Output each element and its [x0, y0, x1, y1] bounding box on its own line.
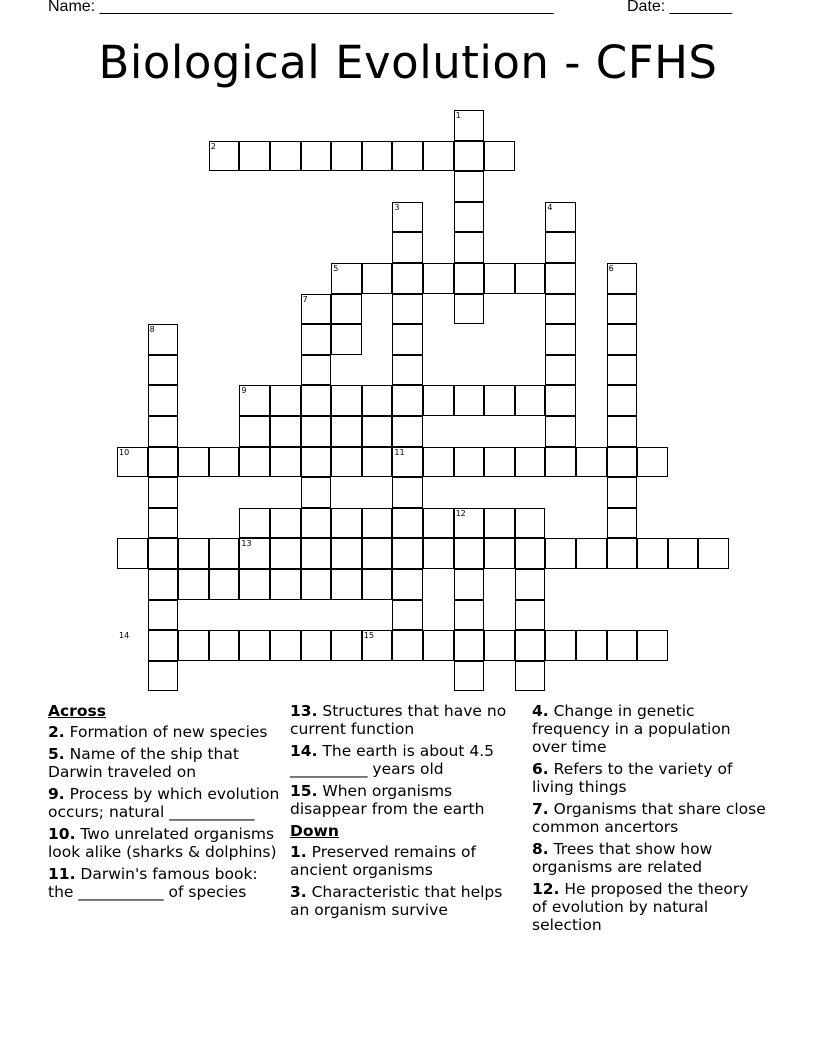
grid-cell[interactable]	[607, 477, 638, 508]
grid-cell[interactable]	[148, 508, 179, 539]
grid-cell[interactable]	[178, 630, 209, 661]
grid-cell[interactable]	[301, 508, 332, 539]
grid-cell[interactable]	[331, 416, 362, 447]
clues-column-1	[48, 702, 280, 905]
clue-number-label: 9	[241, 386, 247, 396]
clue-number-label: 4	[547, 202, 553, 212]
grid-cell[interactable]	[515, 385, 546, 416]
grid-cell[interactable]	[545, 538, 576, 569]
grid-cell[interactable]	[392, 447, 423, 478]
grid-cell[interactable]	[209, 538, 240, 569]
grid-cell[interactable]	[454, 508, 485, 539]
grid-cell[interactable]	[484, 141, 515, 172]
grid-cell[interactable]	[668, 538, 699, 569]
clue-number-label: 5	[333, 264, 339, 273]
clue-item	[532, 702, 768, 756]
grid-cell[interactable]	[454, 569, 485, 600]
clue-item	[532, 840, 768, 876]
grid-cell[interactable]	[423, 263, 454, 294]
grid-cell[interactable]	[362, 416, 393, 447]
grid-cell[interactable]	[270, 508, 301, 539]
grid-cell[interactable]	[607, 355, 638, 386]
grid-cell[interactable]	[454, 110, 485, 141]
grid-cell[interactable]	[239, 141, 270, 172]
grid-cell[interactable]	[576, 447, 607, 478]
grid-cell[interactable]	[331, 508, 362, 539]
grid-cell[interactable]	[454, 600, 485, 631]
clue-number-label: 1	[455, 111, 461, 120]
grid-cell[interactable]	[392, 569, 423, 600]
grid-cell[interactable]	[698, 538, 729, 569]
clue-item	[48, 825, 280, 861]
clue-number-label: 3	[394, 202, 400, 212]
clue-number: 5.	[48, 745, 65, 763]
grid-cell[interactable]	[545, 294, 576, 325]
grid-cell[interactable]	[178, 447, 209, 478]
clues-column-2	[290, 702, 522, 923]
grid-cell[interactable]	[301, 569, 332, 600]
clue-number: 11.	[48, 865, 76, 883]
grid-cell[interactable]	[392, 355, 423, 386]
grid-cell[interactable]	[607, 385, 638, 416]
clues-heading: Across	[48, 702, 106, 720]
grid-cell[interactable]	[117, 447, 148, 478]
clue-item	[290, 702, 522, 738]
clue-text: Refers to the variety of living things	[532, 760, 733, 796]
grid-cell[interactable]	[239, 508, 270, 539]
clue-item	[290, 883, 522, 919]
grid-cell[interactable]	[607, 263, 638, 294]
grid-cell[interactable]	[607, 630, 638, 661]
grid-cell[interactable]	[484, 538, 515, 569]
grid-cell[interactable]	[148, 600, 179, 631]
grid-cell[interactable]	[454, 232, 485, 263]
grid-cell[interactable]	[454, 171, 485, 202]
grid-cell[interactable]	[454, 202, 485, 233]
grid-cell[interactable]	[178, 538, 209, 569]
grid-cell[interactable]	[362, 385, 393, 416]
grid-cell[interactable]	[515, 600, 546, 631]
grid-cell[interactable]	[545, 630, 576, 661]
clue-number-label: 13	[241, 539, 252, 549]
clue-number: 12.	[532, 880, 560, 898]
clue-number: 10.	[48, 825, 76, 843]
grid-cell[interactable]	[454, 385, 485, 416]
grid-cell[interactable]	[301, 630, 332, 661]
grid-cell[interactable]	[423, 141, 454, 172]
grid-cell[interactable]	[392, 600, 423, 631]
grid-cell[interactable]	[331, 324, 362, 355]
grid-cell[interactable]	[362, 447, 393, 478]
grid-cell[interactable]	[209, 447, 240, 478]
grid-cell[interactable]	[331, 569, 362, 600]
grid-cell[interactable]	[515, 263, 546, 294]
grid-cell[interactable]	[301, 355, 332, 386]
grid-cell[interactable]	[148, 355, 179, 386]
grid-cell[interactable]	[607, 416, 638, 447]
grid-cell[interactable]	[270, 447, 301, 478]
grid-cell[interactable]	[270, 141, 301, 172]
grid-cell[interactable]	[392, 538, 423, 569]
grid-cell[interactable]	[362, 630, 393, 661]
grid-cell[interactable]	[239, 385, 270, 416]
clue-item	[532, 800, 768, 836]
grid-cell[interactable]	[484, 385, 515, 416]
name-field[interactable]: Name: ___________________________________________________	[48, 0, 554, 15]
grid-cell[interactable]	[484, 447, 515, 478]
grid-cell[interactable]	[545, 263, 576, 294]
grid-cell[interactable]	[545, 447, 576, 478]
clue-text: Name of the ship that Darwin traveled on	[48, 745, 239, 781]
grid-cell[interactable]	[239, 630, 270, 661]
clue-number-label: 8	[149, 325, 155, 335]
clue-text: Preserved remains of ancient organisms	[290, 843, 476, 879]
grid-cell[interactable]	[454, 294, 485, 325]
clue-item	[48, 723, 280, 741]
grid-cell[interactable]	[331, 630, 362, 661]
grid-cell[interactable]	[270, 538, 301, 569]
grid-cell[interactable]	[392, 202, 423, 233]
clue-item	[48, 785, 280, 821]
clue-number-label: 10	[119, 447, 130, 457]
clue-number-label: 6	[608, 264, 614, 273]
grid-cell[interactable]	[607, 508, 638, 539]
clue-item	[48, 745, 280, 781]
clue-text: When organisms disappear from the earth	[290, 782, 485, 818]
grid-cell[interactable]	[148, 416, 179, 447]
page-title: Biological Evolution - CFHS	[98, 36, 718, 89]
grid-cell[interactable]	[423, 447, 454, 478]
grid-cell[interactable]	[576, 630, 607, 661]
grid-cell[interactable]	[545, 355, 576, 386]
grid-cell[interactable]	[637, 447, 668, 478]
grid-cell[interactable]	[331, 263, 362, 294]
grid-cell[interactable]	[392, 477, 423, 508]
grid-cell[interactable]	[515, 538, 546, 569]
grid-cell[interactable]	[148, 538, 179, 569]
clue-item	[532, 880, 768, 934]
clue-number: 9.	[48, 785, 65, 803]
clue-number-label: 2	[210, 141, 216, 151]
grid-cell[interactable]	[270, 416, 301, 447]
grid-cell[interactable]	[331, 141, 362, 172]
grid-cell[interactable]	[362, 141, 393, 172]
grid-cell[interactable]	[607, 294, 638, 325]
grid-cell[interactable]	[301, 538, 332, 569]
clue-text: Trees that show how organisms are related	[532, 840, 713, 876]
grid-cell[interactable]	[515, 661, 546, 692]
clue-number: 14.	[290, 742, 318, 760]
clue-text: Structures that have no current function	[290, 702, 507, 738]
clue-text: Two unrelated organisms look alike (sharks & dolphins)	[48, 825, 277, 861]
clue-text: He proposed the theory of evolution by natural selection	[532, 880, 749, 934]
grid-cell[interactable]	[209, 141, 240, 172]
grid-cell[interactable]	[301, 324, 332, 355]
grid-cell[interactable]	[362, 508, 393, 539]
clue-number: 8.	[532, 840, 549, 858]
grid-cell[interactable]	[178, 569, 209, 600]
grid-cell[interactable]	[301, 447, 332, 478]
clue-number: 2.	[48, 723, 65, 741]
grid-cell[interactable]	[515, 508, 546, 539]
grid-cell[interactable]	[301, 477, 332, 508]
grid-cell[interactable]	[423, 538, 454, 569]
clue-number-label: 12	[455, 508, 466, 518]
grid-cell[interactable]	[301, 416, 332, 447]
grid-cell[interactable]	[454, 630, 485, 661]
clue-text: The earth is about 4.5 __________ years old	[290, 742, 494, 778]
date-field[interactable]: Date: _______	[627, 0, 732, 15]
grid-cell[interactable]	[148, 630, 179, 661]
clue-text: Organisms that share close common ancertors	[532, 800, 766, 836]
grid-cell[interactable]	[392, 232, 423, 263]
grid-cell[interactable]	[331, 538, 362, 569]
grid-cell[interactable]	[239, 569, 270, 600]
clue-number: 15.	[290, 782, 318, 800]
grid-cell[interactable]	[576, 538, 607, 569]
grid-cell[interactable]	[392, 294, 423, 325]
clue-item	[290, 843, 522, 879]
grid-cell[interactable]	[484, 263, 515, 294]
grid-cell[interactable]	[484, 508, 515, 539]
clue-item	[290, 782, 522, 818]
grid-cell[interactable]	[454, 141, 485, 172]
grid-cell[interactable]	[148, 324, 179, 355]
grid-cell[interactable]	[392, 263, 423, 294]
grid-cell[interactable]	[148, 477, 179, 508]
grid-cell[interactable]	[454, 447, 485, 478]
grid-cell[interactable]	[637, 538, 668, 569]
grid-cell[interactable]	[545, 324, 576, 355]
grid-cell[interactable]	[209, 569, 240, 600]
grid-cell[interactable]	[209, 630, 240, 661]
grid-cell[interactable]	[270, 385, 301, 416]
clue-number: 3.	[290, 883, 307, 901]
clue-item	[48, 865, 280, 901]
grid-cell[interactable]	[423, 630, 454, 661]
clue-text: Change in genetic frequency in a population over time	[532, 702, 731, 756]
grid-cell[interactable]	[392, 324, 423, 355]
grid-cell[interactable]	[515, 447, 546, 478]
grid-cell[interactable]	[545, 232, 576, 263]
grid-cell[interactable]	[239, 538, 270, 569]
clue-item	[290, 742, 522, 778]
clue-number-label: 7	[302, 294, 308, 304]
clue-text: Darwin's famous book: the ___________ of species	[48, 865, 258, 901]
grid-cell[interactable]	[607, 324, 638, 355]
grid-cell[interactable]	[331, 447, 362, 478]
grid-cell[interactable]	[392, 416, 423, 447]
grid-cell[interactable]	[545, 385, 576, 416]
grid-cell[interactable]	[117, 538, 148, 569]
grid-cell[interactable]	[607, 447, 638, 478]
grid-cell[interactable]	[301, 141, 332, 172]
grid-cell[interactable]	[362, 538, 393, 569]
clue-number: 4.	[532, 702, 549, 720]
grid-cell[interactable]	[362, 263, 393, 294]
grid-cell[interactable]	[270, 569, 301, 600]
grid-cell[interactable]	[331, 294, 362, 325]
clues-heading: Down	[290, 822, 339, 840]
clue-number-label: 15	[363, 631, 374, 641]
grid-cell[interactable]	[607, 538, 638, 569]
clue-number: 13.	[290, 702, 318, 720]
grid-cell[interactable]	[454, 263, 485, 294]
grid-cell[interactable]	[423, 385, 454, 416]
grid-cell[interactable]	[270, 630, 301, 661]
grid-cell[interactable]	[148, 661, 179, 692]
clue-item	[532, 760, 768, 796]
clue-text: Process by which evolution occurs; natural ___________	[48, 785, 280, 821]
grid-cell[interactable]	[392, 141, 423, 172]
clue-text: Characteristic that helps an organism survive	[290, 883, 503, 919]
grid-cell[interactable]	[545, 416, 576, 447]
clue-number-label: 14	[119, 631, 130, 641]
grid-cell[interactable]	[515, 569, 546, 600]
clue-number: 1.	[290, 843, 307, 861]
grid-cell[interactable]	[484, 630, 515, 661]
grid-cell[interactable]	[392, 508, 423, 539]
grid-cell[interactable]	[454, 661, 485, 692]
grid-cell[interactable]	[301, 294, 332, 325]
grid-cell[interactable]	[362, 569, 393, 600]
clues-column-3	[532, 702, 768, 938]
grid-cell[interactable]	[239, 447, 270, 478]
grid-cell[interactable]	[637, 630, 668, 661]
clue-number: 7.	[532, 800, 549, 818]
grid-cell[interactable]	[301, 385, 332, 416]
clue-text: Formation of new species	[64, 723, 268, 741]
grid-cell[interactable]	[239, 416, 270, 447]
grid-cell[interactable]	[423, 508, 454, 539]
clue-number-label: 11	[394, 447, 405, 457]
grid-cell[interactable]	[148, 385, 179, 416]
grid-cell[interactable]	[331, 385, 362, 416]
grid-cell[interactable]	[392, 630, 423, 661]
grid-cell[interactable]	[454, 538, 485, 569]
grid-cell[interactable]	[148, 569, 179, 600]
grid-cell[interactable]	[515, 630, 546, 661]
grid-cell[interactable]	[148, 447, 179, 478]
grid-cell[interactable]	[392, 385, 423, 416]
clue-number: 6.	[532, 760, 549, 778]
grid-cell[interactable]	[545, 202, 576, 233]
